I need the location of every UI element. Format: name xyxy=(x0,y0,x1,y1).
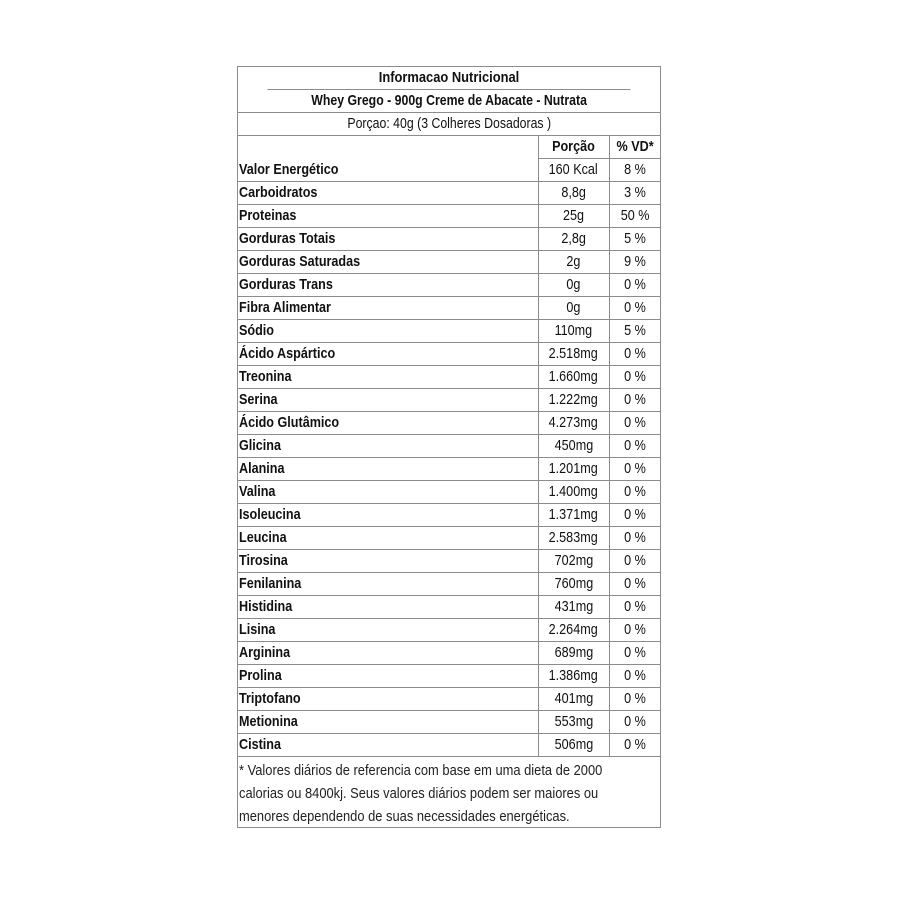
nutrient-name-text: Lisina xyxy=(239,621,276,638)
nutrient-vd xyxy=(609,458,660,481)
nutrient-vd-text: 0 % xyxy=(623,414,646,431)
nutrient-vd-text: 50 % xyxy=(620,207,650,224)
nutrient-vd xyxy=(609,366,660,389)
nutrient-amount xyxy=(538,366,609,389)
table-row xyxy=(238,504,660,527)
nutrient-vd-text: 5 % xyxy=(623,322,646,339)
nutrient-vd-text: 0 % xyxy=(623,483,646,500)
nutrient-vd xyxy=(609,205,660,228)
table-row xyxy=(238,320,660,343)
nutrient-amount xyxy=(538,504,609,527)
table-row xyxy=(238,734,660,757)
nutrient-vd-text: 0 % xyxy=(623,368,646,385)
nutrient-name-text: Metionina xyxy=(239,713,298,730)
nutrient-name-text: Triptofano xyxy=(239,690,301,707)
nutrient-name-text: Gorduras Trans xyxy=(239,276,333,293)
nutrient-name xyxy=(238,435,538,458)
nutrient-amount xyxy=(538,642,609,665)
nutrient-name xyxy=(238,297,538,320)
nutrient-name xyxy=(238,665,538,688)
nutrient-vd-text: 0 % xyxy=(623,598,646,615)
nutrient-vd-text: 0 % xyxy=(623,644,646,661)
nutrient-amount xyxy=(538,389,609,412)
nutrient-name xyxy=(238,711,538,734)
nutrient-name xyxy=(238,504,538,527)
table-row xyxy=(238,665,660,688)
nutrient-name-text: Tirosina xyxy=(239,552,288,569)
table-row xyxy=(238,550,660,573)
nutrient-name-text: Gorduras Saturadas xyxy=(239,253,361,270)
label-title: Informacao Nutricional xyxy=(268,67,631,90)
nutrient-vd-text: 9 % xyxy=(623,253,646,270)
nutrition-facts-label xyxy=(237,66,661,828)
nutrient-amount xyxy=(538,619,609,642)
header-nutrient xyxy=(238,136,538,159)
nutrient-amount-text: 1.660mg xyxy=(548,368,599,385)
nutrient-name-text: Proteinas xyxy=(239,207,297,224)
nutrient-vd-text: 0 % xyxy=(623,736,646,753)
nutrient-amount xyxy=(538,412,609,435)
table-row xyxy=(238,182,660,205)
nutrient-amount-text: 0g xyxy=(566,276,581,293)
nutrient-amount xyxy=(538,665,609,688)
table-row xyxy=(238,458,660,481)
nutrient-vd xyxy=(609,297,660,320)
table-row xyxy=(238,596,660,619)
nutrient-amount-text: 760mg xyxy=(554,575,593,592)
nutrient-vd xyxy=(609,573,660,596)
nutrient-name xyxy=(238,159,538,182)
nutrient-name xyxy=(238,481,538,504)
nutrient-amount-text: 702mg xyxy=(554,552,593,569)
nutrient-name xyxy=(238,527,538,550)
nutrient-name xyxy=(238,366,538,389)
nutrient-name-text: Gorduras Totais xyxy=(239,230,336,247)
nutrient-amount xyxy=(538,159,609,182)
nutrient-name-text: Fenilanina xyxy=(239,575,302,592)
nutrient-amount-text: 160 Kcal xyxy=(548,161,599,178)
nutrient-name-text: Serina xyxy=(239,391,278,408)
table-row xyxy=(238,274,660,297)
table-row xyxy=(238,573,660,596)
nutrition-table xyxy=(238,136,660,757)
nutrient-amount xyxy=(538,458,609,481)
table-row xyxy=(238,619,660,642)
nutrient-vd xyxy=(609,159,660,182)
nutrient-amount xyxy=(538,481,609,504)
nutrient-vd-text: 5 % xyxy=(623,230,646,247)
serving-size-text: Porçao: 40g (3 Colheres Dosadoras ) xyxy=(347,115,551,132)
nutrient-name xyxy=(238,274,538,297)
nutrient-amount xyxy=(538,251,609,274)
nutrient-vd xyxy=(609,481,660,504)
table-row xyxy=(238,205,660,228)
product-name-text: Whey Grego - 900g Creme de Abacate - Nutrata xyxy=(311,92,587,109)
nutrient-amount-text: 689mg xyxy=(554,644,593,661)
nutrient-amount xyxy=(538,527,609,550)
nutrient-vd-text: 0 % xyxy=(623,529,646,546)
nutrient-amount-text: 2g xyxy=(566,253,581,270)
nutrient-vd xyxy=(609,228,660,251)
nutrient-vd-text: 0 % xyxy=(623,437,646,454)
nutrient-vd xyxy=(609,320,660,343)
nutrient-amount-text: 1.400mg xyxy=(548,483,599,500)
nutrient-amount xyxy=(538,573,609,596)
serving-size xyxy=(238,113,660,136)
nutrient-name xyxy=(238,251,538,274)
nutrient-name xyxy=(238,320,538,343)
nutrient-vd xyxy=(609,343,660,366)
nutrient-amount xyxy=(538,435,609,458)
nutrient-name-text: Cistina xyxy=(239,736,282,753)
nutrient-vd-text: 0 % xyxy=(623,299,646,316)
footnote-line: * Valores diários de referencia com base em uma dieta de 2000 xyxy=(239,762,603,779)
nutrient-name-text: Leucina xyxy=(239,529,287,546)
nutrient-vd xyxy=(609,596,660,619)
nutrient-vd xyxy=(609,665,660,688)
nutrient-vd xyxy=(609,688,660,711)
nutrient-name-text: Arginina xyxy=(239,644,291,661)
nutrient-vd-text: 0 % xyxy=(623,391,646,408)
footnote xyxy=(238,757,660,828)
nutrient-name xyxy=(238,343,538,366)
nutrient-name xyxy=(238,734,538,757)
nutrient-name xyxy=(238,458,538,481)
nutrient-amount-text: 0g xyxy=(566,299,581,316)
table-row xyxy=(238,251,660,274)
nutrient-vd xyxy=(609,619,660,642)
nutrient-vd xyxy=(609,251,660,274)
nutrient-name xyxy=(238,619,538,642)
nutrient-name xyxy=(238,228,538,251)
nutrient-name xyxy=(238,389,538,412)
nutrient-name-text: Valor Energético xyxy=(239,160,339,178)
nutrient-vd-text: 0 % xyxy=(623,552,646,569)
nutrient-vd-text: 8 % xyxy=(623,161,646,178)
nutrient-vd-text: 0 % xyxy=(623,621,646,638)
nutrient-amount-text: 1.371mg xyxy=(548,506,599,523)
nutrient-amount-text: 8,8g xyxy=(561,184,586,201)
nutrient-vd-text: 0 % xyxy=(623,276,646,293)
nutrient-name-text: Sódio xyxy=(239,322,275,339)
nutrient-vd-text: 0 % xyxy=(623,690,646,707)
nutrient-amount-text: 4.273mg xyxy=(548,414,599,431)
table-row xyxy=(238,366,660,389)
nutrient-amount-text: 2.264mg xyxy=(548,621,599,638)
table-row xyxy=(238,711,660,734)
footnote-line: calorias ou 8400kj. Seus valores diários podem ser maiores ou xyxy=(239,785,599,802)
nutrient-vd xyxy=(609,711,660,734)
nutrient-name xyxy=(238,182,538,205)
nutrient-name-text: Fibra Alimentar xyxy=(239,299,331,316)
table-row xyxy=(238,228,660,251)
nutrient-vd-text: 0 % xyxy=(623,575,646,592)
nutrient-name-text: Ácido Aspártico xyxy=(239,345,336,362)
nutrient-vd xyxy=(609,527,660,550)
nutrient-name-text: Isoleucina xyxy=(239,506,301,523)
table-row xyxy=(238,412,660,435)
nutrient-name xyxy=(238,642,538,665)
header-portion-text: Porção xyxy=(552,138,595,155)
nutrient-vd xyxy=(609,389,660,412)
nutrient-rows xyxy=(238,159,660,757)
nutrient-amount-text: 110mg xyxy=(554,322,593,339)
nutrient-amount-text: 25g xyxy=(562,207,585,224)
nutrient-amount-text: 2,8g xyxy=(561,230,586,247)
nutrient-name xyxy=(238,205,538,228)
table-row xyxy=(238,527,660,550)
nutrient-amount xyxy=(538,343,609,366)
nutrient-amount-text: 2.518mg xyxy=(548,345,599,362)
nutrient-vd-text: 3 % xyxy=(623,184,646,201)
nutrient-amount-text: 1.386mg xyxy=(548,667,599,684)
nutrient-vd xyxy=(609,182,660,205)
nutrient-name xyxy=(238,596,538,619)
nutrient-amount xyxy=(538,228,609,251)
header-vd xyxy=(609,136,660,159)
nutrient-amount-text: 506mg xyxy=(554,736,593,753)
nutrient-name-text: Ácido Glutâmico xyxy=(239,414,340,431)
nutrient-vd-text: 0 % xyxy=(623,713,646,730)
nutrient-amount-text: 1.201mg xyxy=(548,460,599,477)
nutrient-amount xyxy=(538,688,609,711)
nutrient-amount xyxy=(538,734,609,757)
nutrient-amount xyxy=(538,205,609,228)
table-row xyxy=(238,435,660,458)
nutrient-vd xyxy=(609,435,660,458)
nutrient-vd xyxy=(609,504,660,527)
header-vd-text: % VD* xyxy=(616,138,654,155)
nutrient-name-text: Valina xyxy=(239,483,276,500)
table-header-row xyxy=(238,136,660,159)
nutrient-name-text: Glicina xyxy=(239,437,282,454)
nutrient-vd xyxy=(609,412,660,435)
nutrient-amount-text: 431mg xyxy=(554,598,593,615)
nutrient-amount xyxy=(538,274,609,297)
table-row xyxy=(238,481,660,504)
table-row xyxy=(238,297,660,320)
nutrient-name xyxy=(238,573,538,596)
nutrient-vd-text: 0 % xyxy=(623,667,646,684)
nutrient-name-text: Alanina xyxy=(239,460,285,477)
table-row xyxy=(238,159,660,182)
product-name xyxy=(238,90,660,113)
nutrient-name-text: Prolina xyxy=(239,667,282,684)
nutrient-amount xyxy=(538,596,609,619)
table-row xyxy=(238,389,660,412)
table-row xyxy=(238,688,660,711)
nutrient-vd xyxy=(609,550,660,573)
nutrient-name-text: Carboidratos xyxy=(239,184,318,201)
nutrient-amount-text: 2.583mg xyxy=(548,529,599,546)
nutrient-name xyxy=(238,550,538,573)
nutrient-amount-text: 1.222mg xyxy=(548,391,599,408)
nutrient-amount-text: 401mg xyxy=(554,690,593,707)
nutrient-amount xyxy=(538,550,609,573)
nutrient-vd xyxy=(609,274,660,297)
nutrient-vd xyxy=(609,734,660,757)
nutrient-name xyxy=(238,412,538,435)
header-portion xyxy=(538,136,609,159)
nutrient-name-text: Histidina xyxy=(239,598,293,615)
nutrient-amount xyxy=(538,182,609,205)
nutrient-vd-text: 0 % xyxy=(623,460,646,477)
nutrient-amount xyxy=(538,711,609,734)
nutrient-name-text: Treonina xyxy=(239,368,292,385)
nutrient-amount xyxy=(538,320,609,343)
footnote-line: menores dependendo de suas necessidades energéticas. xyxy=(239,808,570,825)
table-row xyxy=(238,343,660,366)
nutrient-amount xyxy=(538,297,609,320)
nutrient-amount-text: 450mg xyxy=(554,437,593,454)
nutrient-amount-text: 553mg xyxy=(554,713,593,730)
nutrient-name xyxy=(238,688,538,711)
nutrient-vd-text: 0 % xyxy=(623,506,646,523)
nutrient-vd xyxy=(609,642,660,665)
nutrient-vd-text: 0 % xyxy=(623,345,646,362)
table-row xyxy=(238,642,660,665)
